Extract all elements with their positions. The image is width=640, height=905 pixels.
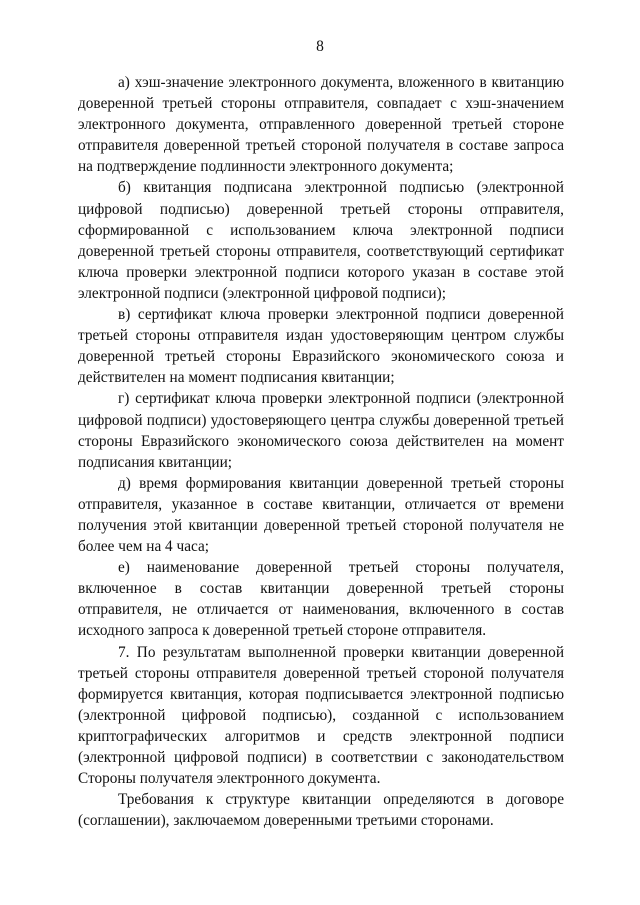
- paragraph-v: в) сертификат ключа проверки электронной подписи доверенной третьей стороны отправителя издан удостоверяющим центром службы доверенной третьей стороны Евразийского экономического союза и действителен на момент подписания квитанции;: [78, 306, 564, 387]
- paragraph-b: б) квитанция подписана электронной подписью (электронной цифровой подписью) доверенной третьей стороны отправителя, сформированной с использованием ключа электронной подписи доверенной третьей стороны отправителя, соответствующий сертификат ключа проверки электронной подписи которого указан в составе этой электронной подписи (электронной цифровой подписи);: [78, 179, 564, 302]
- page-number: 8: [316, 38, 324, 55]
- paragraph-requirements: Требования к структуре квитанции определяются в договоре (соглашении), заключаемом доверенными третьими сторонами.: [78, 791, 564, 830]
- paragraph-e: е) наименование доверенной третьей стороны получателя, включенное в состав квитанции доверенной третьей стороны отправителя, не отличается от наименования, включенного в состав исходного запроса к доверенной третьей стороне отправителя.: [78, 559, 564, 640]
- paragraph-a: а) хэш-значение электронного документа, вложенного в квитанцию доверенной третьей стороны отправителя, совпадает с хэш-значением электронного документа, отправленного доверенной третьей стороне отправителя доверенной третьей стороной получателя в составе запроса на подтверждение подлинности электронного документа;: [78, 74, 564, 176]
- document-body: [78, 72, 564, 831]
- paragraph-7: 7. По результатам выполненной проверки квитанции доверенной третьей стороны отправителя доверенной третьей стороной получателя формируется квитанция, которая подписывается электронной подписью (электронной цифровой подписью), созданной с использованием криптографических алгоритмов и средств электронной подписи (электронной цифровой подписи) в соответствии с законодательством Стороны получателя электронного документа.: [78, 643, 564, 788]
- paragraph-g: г) сертификат ключа проверки электронной подписи (электронной цифровой подписи) удостоверяющего центра службы доверенной третьей стороны Евразийского экономического союза действителен на момент подписания квитанции;: [78, 390, 564, 471]
- paragraph-d: д) время формирования квитанции доверенной третьей стороны отправителя, указанное в составе квитанции, отличается от времени получения этой квитанции доверенной третьей стороной получателя не более чем на 4 часа;: [78, 474, 564, 556]
